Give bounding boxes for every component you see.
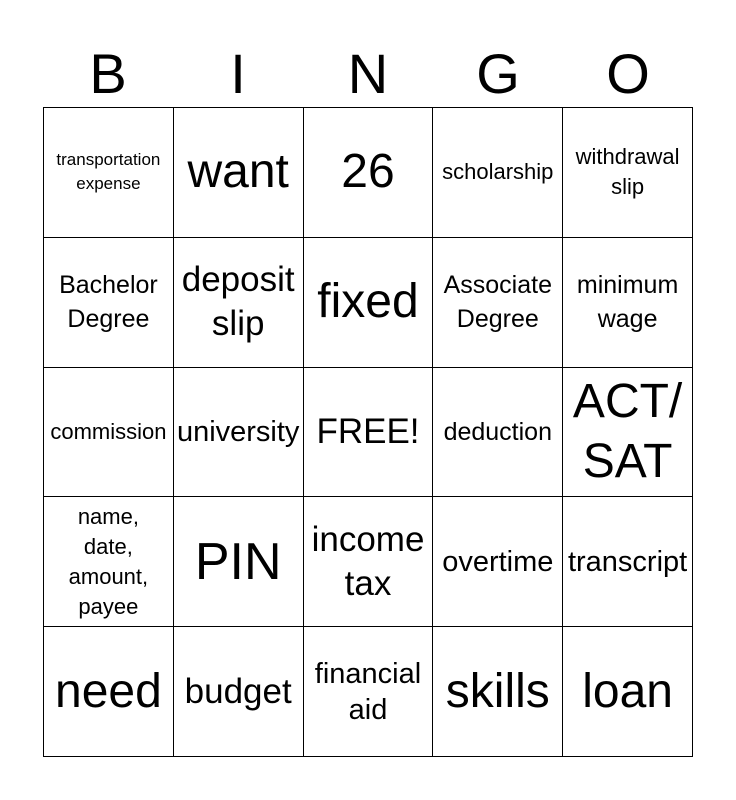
- header-letter-b: B: [89, 42, 127, 105]
- bingo-cell[interactable]: [44, 238, 174, 368]
- bingo-cell[interactable]: [433, 497, 563, 627]
- bingo-cell-text: university: [176, 415, 300, 448]
- bingo-cell[interactable]: [433, 368, 563, 498]
- bingo-cell[interactable]: [304, 238, 434, 368]
- bingo-cell-text: withdrawal slip: [575, 144, 680, 200]
- bingo-cell-text: transportation expense: [56, 150, 161, 194]
- bingo-cell[interactable]: [563, 627, 693, 757]
- bingo-cell-text: scholarship: [442, 159, 554, 185]
- bingo-cell-text: fixed: [317, 275, 419, 329]
- bingo-cell-text: loan: [582, 664, 673, 718]
- bingo-cell-text: FREE!: [316, 411, 420, 451]
- bingo-cell-text: financial aid: [314, 657, 422, 726]
- bingo-cell-text: transcript: [567, 545, 688, 578]
- bingo-cell[interactable]: [174, 497, 304, 627]
- bingo-cell[interactable]: [44, 108, 174, 238]
- bingo-cell[interactable]: [433, 238, 563, 368]
- bingo-cell[interactable]: [174, 108, 304, 238]
- bingo-cell-text: want: [187, 145, 289, 199]
- bingo-cell-text: skills: [445, 664, 550, 718]
- bingo-cell[interactable]: [44, 497, 174, 627]
- bingo-cell[interactable]: [174, 627, 304, 757]
- bingo-cell[interactable]: [44, 627, 174, 757]
- header-letter-i: I: [230, 42, 246, 105]
- bingo-cell[interactable]: [174, 238, 304, 368]
- bingo-cell-text: 26: [341, 145, 395, 199]
- bingo-cell-text: PIN: [194, 532, 282, 591]
- bingo-cell[interactable]: [304, 368, 434, 498]
- bingo-cell[interactable]: [563, 497, 693, 627]
- bingo-cell-text: commission: [50, 418, 167, 444]
- bingo-cell[interactable]: [433, 108, 563, 238]
- bingo-cell-text: Bachelor Degree: [59, 271, 158, 334]
- bingo-cell-text: ACT/ SAT: [572, 374, 683, 488]
- bingo-cell-text: name, date, amount, payee: [68, 503, 149, 619]
- bingo-cell[interactable]: [304, 108, 434, 238]
- bingo-cell[interactable]: [44, 368, 174, 498]
- bingo-cell[interactable]: [174, 368, 304, 498]
- bingo-cell[interactable]: [563, 238, 693, 368]
- bingo-cell-text: Associate Degree: [443, 271, 552, 334]
- bingo-card-grid: [43, 107, 693, 757]
- bingo-cell-text: overtime: [442, 545, 554, 578]
- bingo-cell[interactable]: [563, 368, 693, 498]
- header-letter-g: G: [476, 42, 520, 105]
- bingo-cell-text: budget: [184, 671, 292, 711]
- bingo-cell[interactable]: [304, 497, 434, 627]
- bingo-header: [43, 40, 693, 108]
- bingo-cell[interactable]: [304, 627, 434, 757]
- bingo-cell[interactable]: [563, 108, 693, 238]
- bingo-cell-text: need: [55, 664, 162, 718]
- bingo-cell-text: deduction: [443, 417, 552, 446]
- bingo-cell-text: deposit slip: [181, 260, 295, 344]
- header-letter-o: O: [606, 42, 650, 105]
- bingo-cell-text: minimum wage: [576, 271, 679, 334]
- bingo-cell-text: income tax: [311, 519, 425, 603]
- bingo-cell[interactable]: [433, 627, 563, 757]
- header-letter-n: N: [347, 42, 389, 105]
